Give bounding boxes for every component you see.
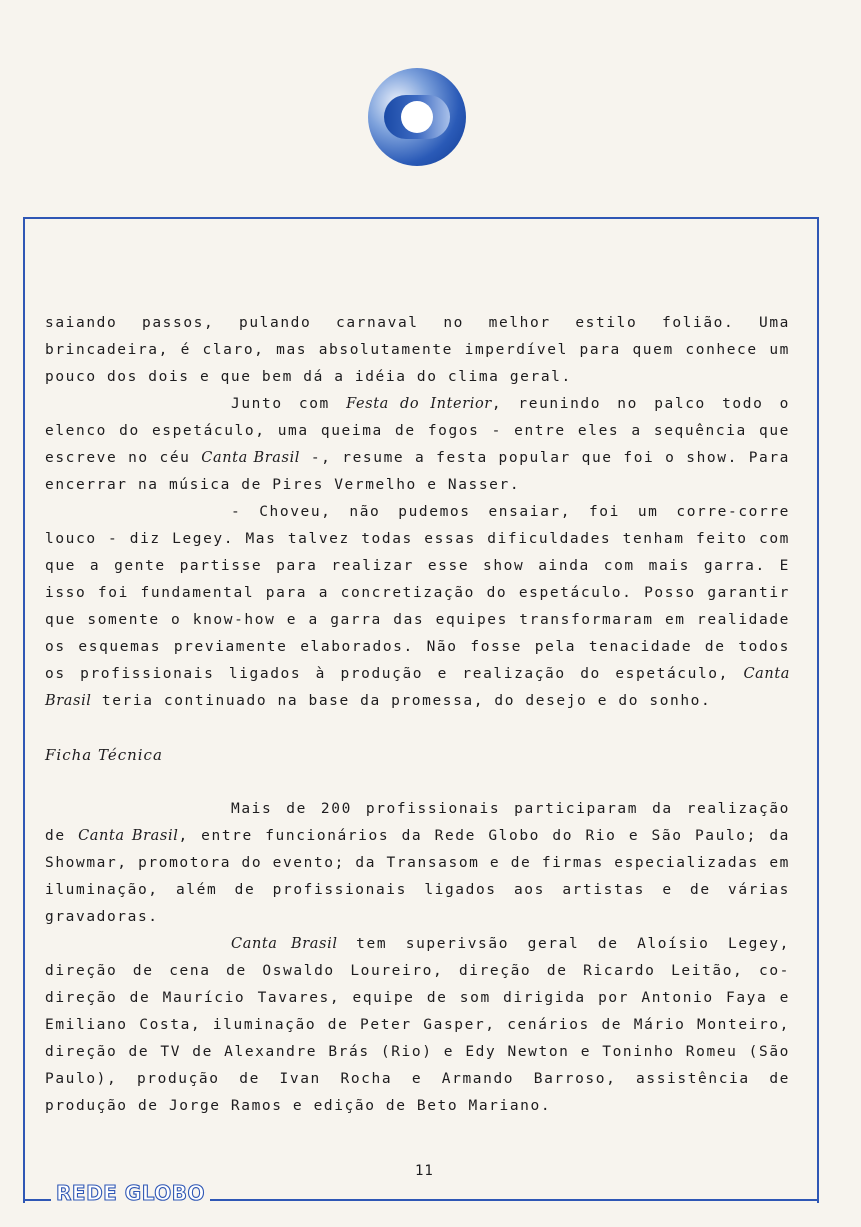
paragraph: Junto com Festa do Interior, reunindo no palco todo o elenco do espetáculo, uma queima de fogos - entre eles a sequência que escreve no céu Canta Brasil -, resume a festa popular que foi o show. Para encerrar na música de Pires Vermelho e Nasser.: [45, 396, 791, 493]
article-body: [45, 310, 790, 1120]
show-title: Canta Brasil: [78, 828, 179, 844]
paragraph: saiando passos, pulando carnaval no melhor estilo folião. Uma brincadeira, é claro, mas absolutamente imperdível para quem conhece um pouco dos dois e que bem dá a idéia do clima geral.: [45, 315, 790, 385]
paragraph: - Choveu, não pudemos ensaiar, foi um corre-corre louco - diz Legey. Mas talvez todas essas dificuldades tenham feito com que a gente partisse para realizar esse show ainda com mais garra. E isso foi fundamental para a concretização do espetáculo. Posso garantir que somente o know-how e a garra das equipes transformaram em realidade os esquemas previamente elaborados. Não fosse pela tenacidade de todos os profissionais ligados à produção e realização do espetáculo, Canta Brasil teria continuado na base da promessa, do desejo e do sonho.: [45, 504, 790, 709]
globo-logo-icon: [367, 67, 467, 167]
show-title: Festa do Interior: [346, 396, 492, 412]
show-title: Canta Brasil: [201, 450, 301, 466]
frame-bottom-line: [210, 1199, 817, 1201]
show-title: Canta Brasil: [231, 936, 338, 952]
paragraph: Canta Brasil tem superivsão geral de Aloísio Legey, direção de cena de Oswaldo Loureiro, direção de Ricardo Leitão, co-direção de Maurício Tavares, equipe de som dirigida por Antonio Faya e Emiliano Costa, iluminação de Peter Gasper, cenários de Mário Monteiro, direção de TV de Alexandre Brás (Rio) e Edy Newton e Toninho Romeu (São Paulo), produção de Ivan Rocha e Armando Barroso, assistência de produção de Jorge Ramos e edição de Beto Mariano.: [45, 936, 791, 1114]
frame-bottom-line: [23, 1199, 51, 1201]
show-title: Canta Brasil: [45, 666, 790, 709]
svg-text:REDE GLOBO: REDE GLOBO: [56, 1181, 205, 1205]
rede-globo-wordmark: [54, 1178, 208, 1206]
section-heading: Ficha Técnica: [45, 746, 163, 764]
paragraph: Mais de 200 profissionais participaram da realização de Canta Brasil, entre funcionários da Rede Globo do Rio e São Paulo; da Showmar, promotora do evento; da Transasom e de firmas especializadas em iluminação, além de profissionais ligados aos artistas e de várias gravadoras.: [45, 801, 790, 925]
page-number: 11: [415, 1163, 434, 1179]
